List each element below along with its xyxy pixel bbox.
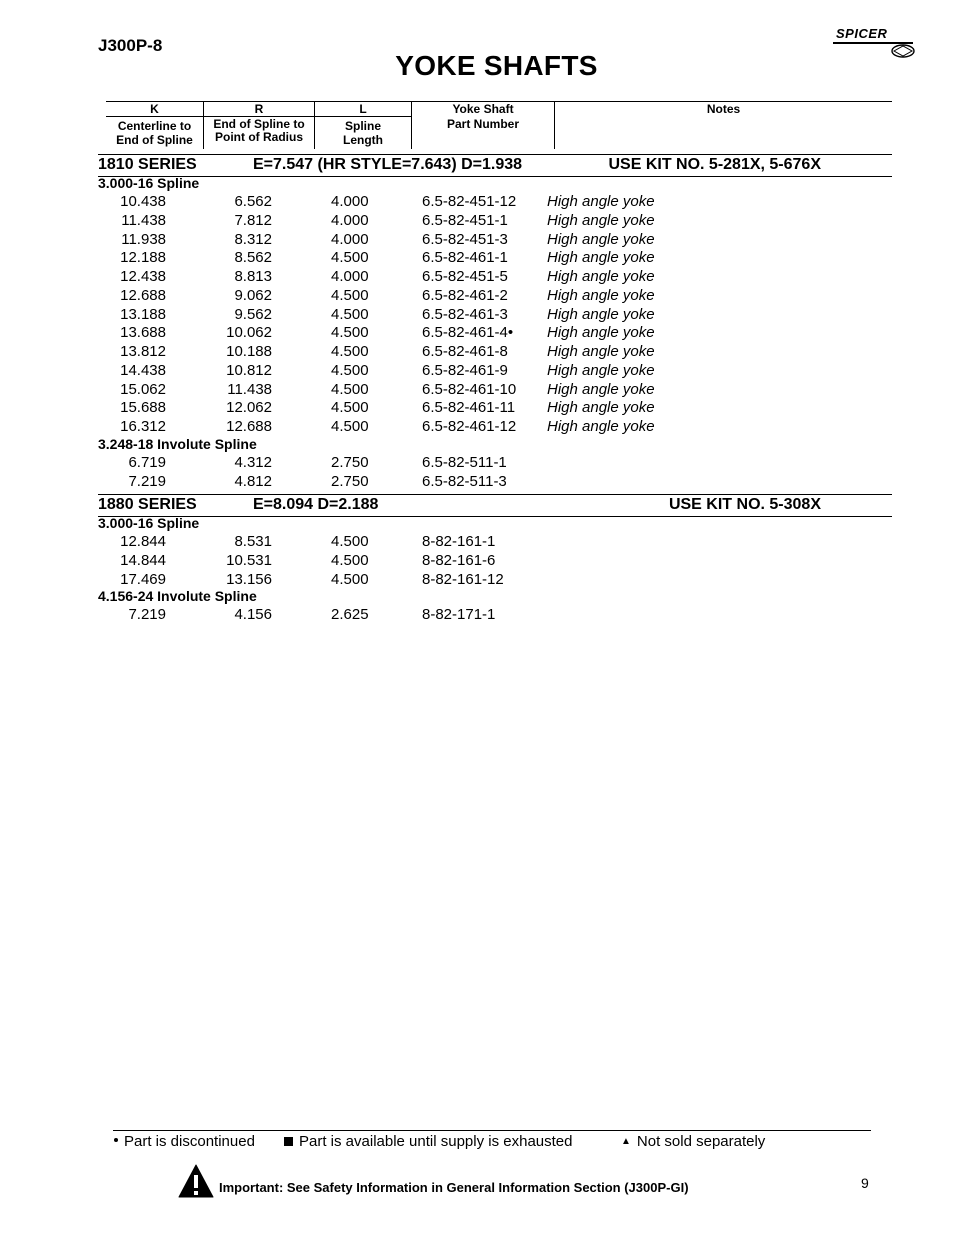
table-header (106, 101, 892, 149)
r-value: 10.812 (226, 361, 272, 379)
k-value: 15.062 (120, 380, 166, 398)
notes: High angle yoke (547, 230, 655, 248)
k-value: 7.219 (128, 472, 166, 490)
table-row (0, 399, 954, 418)
r-value: 4.156 (234, 606, 272, 624)
bullet-icon (114, 1138, 118, 1142)
part-number: 8-82-171-1 (422, 606, 496, 624)
r-value: 7.812 (234, 211, 272, 229)
r-value: 8.562 (234, 249, 272, 267)
notes: High angle yoke (547, 249, 655, 267)
r-value: 10.531 (226, 551, 272, 569)
part-number: 6.5-82-461-2 (422, 286, 508, 304)
k-value: 10.438 (120, 193, 166, 210)
part-number: 6.5-82-461-1 (422, 249, 508, 267)
column-k-desc: Centerline to End of Spline (116, 119, 193, 147)
part-number: 6.5-82-461-9 (422, 361, 508, 379)
l-value: 4.500 (331, 533, 369, 550)
column-l: L Spline Length (315, 101, 411, 149)
part-number: 6.5-82-461-4• (422, 324, 514, 342)
r-value: 8.531 (234, 533, 272, 550)
r-value: 12.688 (226, 418, 272, 435)
r-value: 11.438 (227, 380, 272, 398)
l-value: 4.000 (331, 193, 369, 210)
series-name: 1880 SERIES (98, 496, 197, 513)
notes: High angle yoke (547, 193, 655, 210)
notes: High angle yoke (547, 324, 655, 342)
series-kit: USE KIT NO. 5-281X, 5-676X (608, 156, 821, 173)
l-value: 4.500 (331, 249, 369, 267)
k-value: 16.312 (120, 418, 166, 435)
column-part-number: Yoke Shaft Part Number (446, 102, 520, 131)
l-value: 4.500 (331, 418, 369, 435)
spicer-logo (833, 26, 915, 62)
table-row (0, 324, 954, 343)
k-value: 7.219 (128, 606, 166, 624)
part-number: 6.5-82-451-5 (422, 268, 508, 285)
legend-discontinued: Part is discontinued (114, 1133, 255, 1150)
table-row (0, 306, 954, 325)
table-row (0, 268, 954, 287)
r-value: 13.156 (226, 570, 272, 588)
part-number: 6.5-82-451-1 (422, 211, 508, 229)
notes: High angle yoke (547, 286, 655, 304)
table-row (0, 381, 954, 400)
column-r: R End of Spline to Point of Radius (204, 101, 314, 149)
series-header (98, 154, 892, 177)
spline-group-label: 3.000-16 Spline (98, 515, 200, 531)
notes: High angle yoke (547, 211, 655, 229)
l-value: 4.500 (331, 286, 369, 304)
part-number: 6.5-82-461-11 (422, 399, 516, 417)
spline-group-label: 4.156-24 Involute Spline (98, 588, 257, 605)
part-number: 6.5-82-461-10 (422, 380, 517, 398)
table-row (0, 193, 954, 212)
column-l-desc: Spline Length (343, 119, 383, 147)
notes: High angle yoke (547, 305, 655, 323)
k-value: 12.188 (120, 249, 166, 267)
l-value: 2.750 (331, 453, 369, 471)
dana-emblem-icon (891, 44, 915, 58)
table-row (0, 418, 954, 437)
footer-divider (113, 1130, 871, 1131)
caret-icon: ▲ (621, 1136, 631, 1147)
k-value: 13.188 (120, 305, 166, 323)
table-row (0, 533, 954, 552)
table-row (0, 606, 954, 625)
l-value: 4.500 (331, 380, 369, 398)
table-row (0, 249, 954, 268)
table-row (0, 231, 954, 250)
legend-supply: Part is available until supply is exhausted (284, 1133, 573, 1150)
r-value: 8.312 (234, 230, 272, 248)
k-value: 13.812 (120, 343, 166, 360)
series-header (98, 494, 892, 517)
k-value: 15.688 (120, 399, 166, 417)
k-value: 13.688 (120, 324, 166, 342)
k-value: 14.438 (120, 361, 166, 379)
l-value: 4.500 (331, 343, 369, 360)
l-value: 4.000 (331, 211, 369, 229)
k-value: 11.438 (121, 211, 166, 229)
k-value: 14.844 (120, 551, 166, 569)
warning-icon (178, 1163, 214, 1199)
part-number: 8-82-161-1 (422, 533, 496, 550)
series-spec: E=7.547 (HR STYLE=7.643) D=1.938 (253, 156, 523, 173)
table-row (0, 552, 954, 571)
notes: High angle yoke (547, 399, 655, 417)
part-number: 6.5-82-461-3 (422, 305, 508, 323)
page-title: YOKE SHAFTS (395, 50, 598, 81)
r-value: 8.813 (234, 268, 272, 285)
notes: High angle yoke (547, 418, 655, 435)
document-code: J300P-8 (98, 36, 163, 55)
l-value: 4.500 (331, 324, 369, 342)
part-number: 6.5-82-451-3 (422, 230, 508, 248)
notes: High angle yoke (547, 380, 655, 398)
notes: High angle yoke (547, 343, 655, 360)
table-row (0, 343, 954, 362)
l-value: 4.000 (331, 230, 369, 248)
r-value: 4.812 (234, 472, 272, 490)
notes: High angle yoke (547, 361, 655, 379)
part-number: 6.5-82-511-3 (422, 472, 507, 490)
k-value: 12.844 (120, 533, 166, 550)
part-number: 8-82-161-6 (422, 551, 496, 569)
l-value: 4.500 (331, 570, 369, 588)
r-value: 9.562 (234, 305, 272, 323)
part-number: 8-82-161-12 (422, 570, 504, 588)
part-number: 6.5-82-511-1 (422, 453, 507, 471)
l-value: 4.500 (331, 399, 369, 417)
column-r-desc: End of Spline to Point of Radius (213, 117, 305, 144)
k-value: 12.438 (120, 268, 166, 285)
spline-group-label: 3.248-18 Involute Spline (98, 435, 257, 452)
spline-group-label: 3.000-16 Spline (98, 175, 200, 191)
r-value: 4.312 (234, 453, 272, 471)
r-value: 9.062 (234, 286, 272, 304)
part-number: 6.5-82-461-12 (422, 418, 517, 435)
safety-notice: Important: See Safety Information in General Information Section (J300P-GI) (219, 1180, 689, 1195)
k-value: 17.469 (120, 570, 166, 588)
table-row (0, 473, 954, 492)
l-value: 4.500 (331, 551, 369, 569)
k-value: 6.719 (128, 453, 166, 471)
column-k: K Centerline to End of Spline (106, 101, 203, 149)
table-row (0, 454, 954, 473)
legend-not-sold: ▲ Not sold separately (621, 1133, 766, 1150)
series-kit: USE KIT NO. 5-308X (668, 496, 821, 513)
table-row (0, 212, 954, 231)
notes: High angle yoke (547, 268, 655, 285)
square-icon (284, 1137, 293, 1146)
series-name: 1810 SERIES (98, 156, 197, 173)
r-value: 6.562 (234, 193, 272, 210)
r-value: 10.188 (226, 343, 272, 360)
table-row (0, 571, 954, 590)
k-value: 11.938 (121, 230, 166, 248)
table-row (0, 362, 954, 381)
r-value: 10.062 (226, 324, 272, 342)
page-number: 9 (861, 1175, 869, 1191)
column-notes: Notes (706, 102, 741, 116)
brand-name: SPICER (836, 26, 888, 41)
l-value: 4.000 (331, 268, 369, 285)
table-row (0, 287, 954, 306)
l-value: 4.500 (331, 361, 369, 379)
part-number: 6.5-82-461-8 (422, 343, 508, 360)
series-spec: E=8.094 D=2.188 (253, 496, 379, 513)
l-value: 2.625 (331, 606, 369, 624)
k-value: 12.688 (120, 286, 166, 304)
l-value: 4.500 (331, 305, 369, 323)
l-value: 2.750 (331, 472, 369, 490)
part-number: 6.5-82-451-12 (422, 193, 517, 210)
r-value: 12.062 (226, 399, 272, 417)
